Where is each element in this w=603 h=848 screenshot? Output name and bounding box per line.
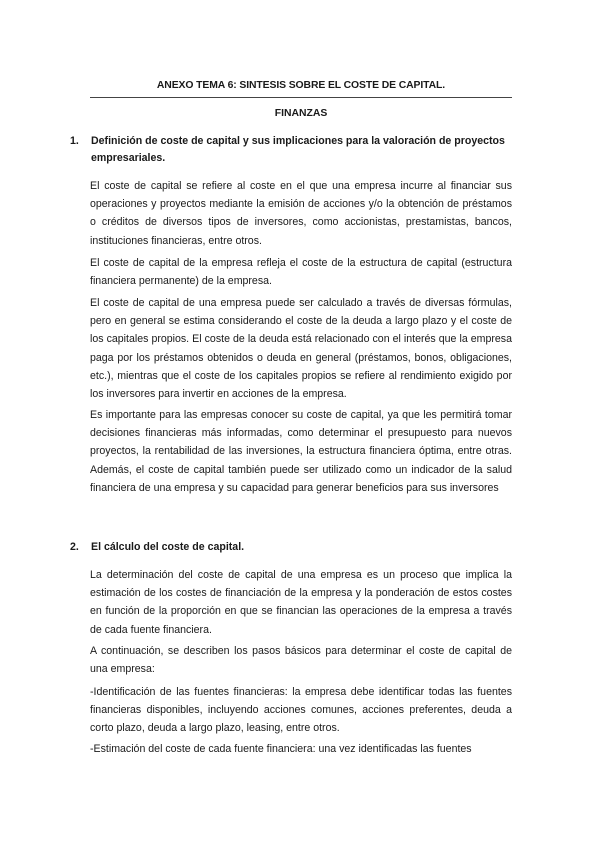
- section-1-paragraph-3: El coste de capital de una empresa puede ser calculado a través de diversas fórmulas, pero en general se estima considerando el coste de la deuda a largo plazo y el coste de los capitales propios. El coste de la deuda está relacionado con el interés que la empresa paga por los préstamos obtenidos o deuda en general (préstamos, bonos, obligaciones, etc.), mientras que el coste de los capitales propios se refiere al rendimiento exigido por los inversores para invertir en acciones de la empresa.: [90, 297, 512, 401]
- section-2-paragraph-3: -Identificación de las fuentes financieras: la empresa debe identificar todas las fuentes financieras disponibles, incluyendo acciones comunes, acciones preferentes, deuda a corto plazo, deuda a largo plazo, leasing, entre otros.: [90, 686, 512, 735]
- section-2-paragraph-2: A continuación, se describen los pasos básicos para determinar el coste de capital de una empresa:: [90, 645, 512, 676]
- section-1-paragraph-2: El coste de capital de la empresa refleja el coste de la estructura de capital (estructura financiera permanente) de la empresa.: [90, 257, 512, 288]
- section-2-paragraph-1: La determinación del coste de capital de una empresa es un proceso que implica la estimación de los costes de financiación de la empresa y la ponderación de estos costes en función de la proporción en que se financian las operaciones de la empresa a través de cada fuente financiera.: [90, 569, 512, 636]
- section-1-number: 1.: [70, 135, 79, 147]
- document-title: ANEXO TEMA 6: SINTESIS SOBRE EL COSTE DE CAPITAL.: [156, 80, 446, 91]
- section-1-paragraph-4: Es importante para las empresas conocer su coste de capital, ya que les permitirá tomar decisiones financieras más informadas, como determinar el presupuesto para nuevos proyectos, la rentabilidad de las inversiones, la estructura financiera óptima, entre otras. Además, el coste de capital también puede ser utilizado como un indicador de la salud financiera de una empresa y su capacidad para generar beneficios para sus inversores: [90, 409, 512, 494]
- document-subject: FINANZAS: [274, 108, 328, 119]
- section-1-paragraph-1: El coste de capital se refiere al coste en el que una empresa incurre al financiar sus operaciones y proyectos mediante la emisión de acciones y/o la obtención de préstamos o créditos de diversos tipos de inversores, como accionistas, prestamistas, bancos, instituciones financieras, entre otros.: [90, 180, 512, 247]
- section-2-number: 2.: [70, 541, 79, 553]
- section-2-title: El cálculo del coste de capital.: [91, 541, 245, 553]
- section-1-title: Definición de coste de capital y sus implicaciones para la valoración de proyectos empresariales.: [91, 135, 505, 164]
- title-divider: [90, 97, 512, 98]
- section-2-paragraph-4: -Estimación del coste de cada fuente financiera: una vez identificadas las fuentes: [90, 743, 472, 755]
